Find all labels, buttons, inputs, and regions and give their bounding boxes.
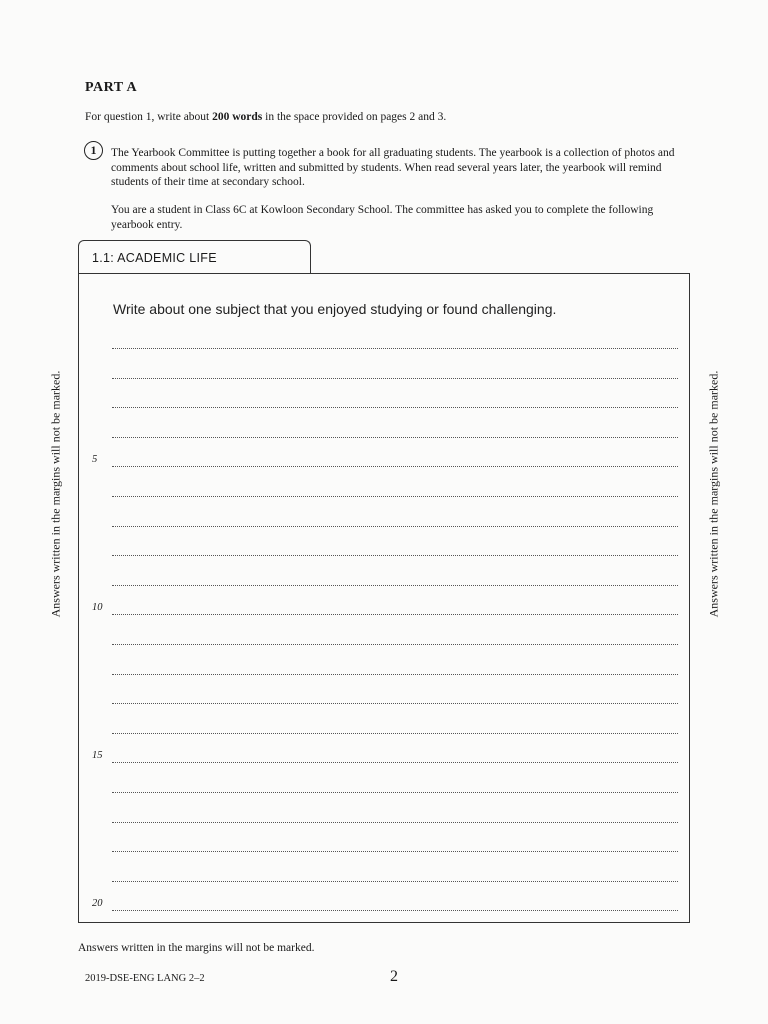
answer-line[interactable]: [112, 644, 678, 645]
line-number-5: 5: [92, 454, 98, 465]
margin-warning-right: Answers written in the margins will not be marked.: [706, 370, 721, 618]
part-heading: PART A: [85, 80, 138, 95]
answer-line[interactable]: [112, 703, 678, 704]
answer-line[interactable]: [112, 674, 678, 675]
answer-line[interactable]: [112, 378, 678, 379]
instruction-text: For question 1, write about: [85, 111, 213, 123]
margin-warning-left: Answers written in the margins will not be marked.: [48, 370, 63, 618]
answer-line[interactable]: [112, 585, 678, 586]
answer-line[interactable]: [112, 526, 678, 527]
answer-line[interactable]: [112, 733, 678, 734]
instruction-text-end: in the space provided on pages 2 and 3.: [262, 111, 447, 123]
question-task-paragraph: You are a student in Class 6C at Kowloon Secondary School. The committee has asked you to complete the following yearbook entry.: [111, 204, 654, 231]
line-number-20: 20: [92, 898, 103, 909]
page-number: 2: [390, 968, 398, 985]
answer-line[interactable]: [112, 407, 678, 408]
answer-line[interactable]: [112, 437, 678, 438]
answer-line[interactable]: [112, 822, 678, 823]
question-instruction: [85, 111, 446, 123]
answer-line[interactable]: [112, 851, 678, 852]
question-number-badge: 1: [84, 141, 103, 160]
line-number-10: 10: [92, 602, 103, 613]
answer-box: [78, 273, 690, 923]
answer-line[interactable]: [112, 348, 678, 349]
entry-prompt: Write about one subject that you enjoyed studying or found challenging.: [113, 301, 557, 317]
answer-line[interactable]: [112, 910, 678, 911]
paper-code: 2019-DSE-ENG LANG 2–2: [85, 973, 205, 984]
answer-line[interactable]: [112, 614, 678, 615]
answer-line[interactable]: [112, 881, 678, 882]
footer-margin-warning: Answers written in the margins will not be marked.: [78, 942, 315, 954]
entry-tab-label: 1.1: ACADEMIC LIFE: [92, 251, 217, 265]
answer-line[interactable]: [112, 555, 678, 556]
line-number-15: 15: [92, 750, 103, 761]
word-count: 200 words: [212, 111, 263, 123]
question-context-paragraph: The Yearbook Committee is putting together a book for all graduating students. The yearbook is a collection of photos and comments about school life, written and submitted by students. When read several years later, the yearbook will remind students of their time at secondary school.: [111, 147, 675, 188]
answer-line[interactable]: [112, 496, 678, 497]
answer-line[interactable]: [112, 762, 678, 763]
answer-line[interactable]: [112, 792, 678, 793]
answer-line[interactable]: [112, 466, 678, 467]
